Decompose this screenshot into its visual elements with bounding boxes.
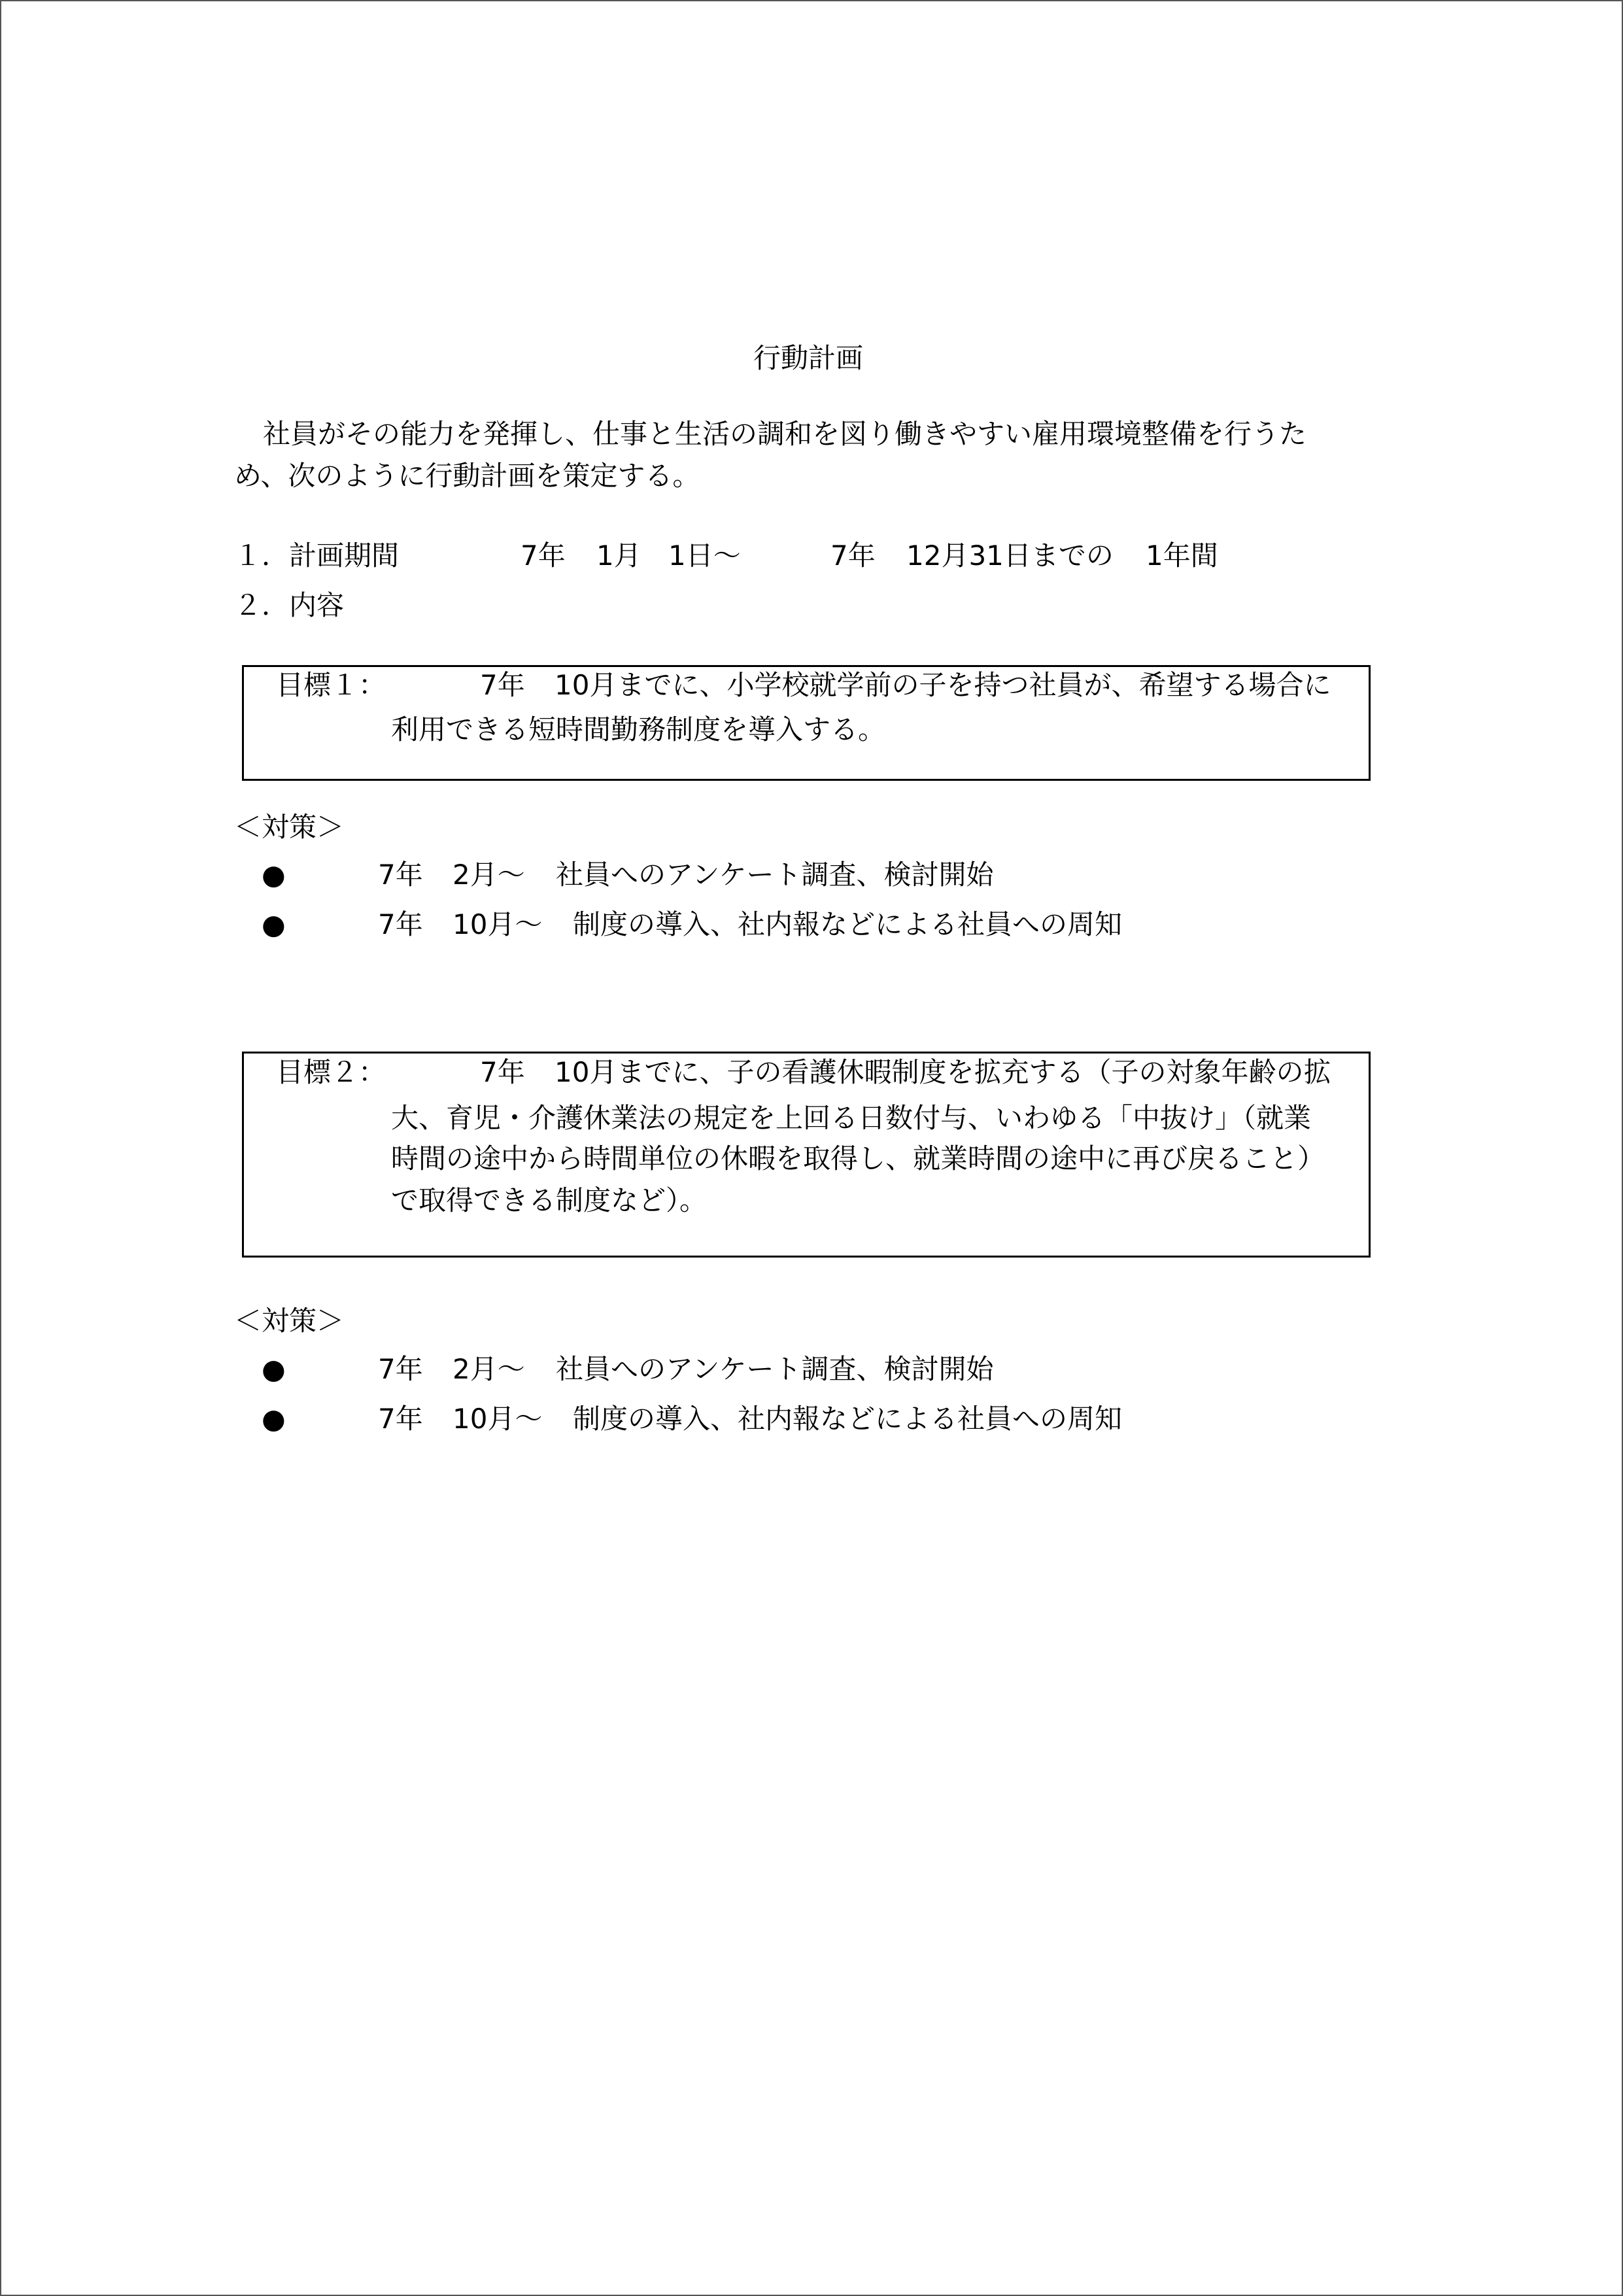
measures-2-item-1-year: 7年	[378, 1353, 423, 1385]
measures-1-item-1-text: 社員へのアンケート調査、検討開始	[556, 859, 994, 891]
goal-1-line-2: 利用できる短時間勤務制度を導入する。	[391, 713, 886, 745]
measures-2-item-1-text: 社員へのアンケート調査、検討開始	[556, 1353, 994, 1385]
goal-2-label: 目標２：	[276, 1056, 386, 1088]
period-end-year: 7年	[830, 540, 876, 572]
goal-2-line-1: 10月までに、子の看護休暇制度を拡充する（子の対象年齢の拡	[555, 1056, 1331, 1088]
intro-line-1: 社員がその能力を発揮し、仕事と生活の調和を図り働きやすい雇用環境整備を行うた	[263, 418, 1307, 450]
period-start-year: 7年	[521, 540, 566, 572]
plan-period-label: １．計画期間	[234, 540, 400, 572]
measures-2-label: ＜対策＞	[234, 1305, 345, 1337]
measures-1-item-2-text: 制度の導入、社内報などによる社員への周知	[573, 908, 1123, 940]
measures-2-item-1-bullet: ●	[262, 1353, 286, 1385]
period-end-month-day: 12月31日までの	[906, 540, 1114, 572]
goal-2-line-4: で取得できる制度など）。	[391, 1184, 708, 1216]
measures-1-item-2-bullet: ●	[262, 908, 286, 940]
document-title: 行動計画	[753, 342, 864, 374]
intro-line-2: め、次のように行動計画を策定する。	[234, 460, 700, 492]
measures-2-item-1-month: 2月～	[453, 1353, 525, 1385]
measures-1-item-1-month: 2月～	[453, 859, 525, 891]
goal-2-line-2: 大、育児・介護休業法の規定を上回る日数付与、いわゆる「中抜け」（就業	[391, 1102, 1312, 1134]
goal-1-label: 目標１：	[276, 669, 386, 701]
content-label: ２．内容	[234, 589, 345, 621]
period-length: 1年間	[1146, 540, 1218, 572]
period-start-day: 1日～	[668, 540, 741, 572]
measures-1-item-2-month: 10月～	[453, 908, 543, 940]
measures-2-item-2-month: 10月～	[453, 1403, 543, 1435]
measures-2-item-2-year: 7年	[378, 1403, 423, 1435]
measures-1-label: ＜対策＞	[234, 811, 345, 843]
measures-1-item-2-year: 7年	[378, 908, 423, 940]
goal-2-line-3: 時間の途中から時間単位の休暇を取得し、就業時間の途中に再び戻ること）	[391, 1142, 1325, 1174]
period-start-month: 1月	[596, 540, 641, 572]
goal-2-year: 7年	[480, 1056, 525, 1088]
measures-2-item-2-text: 制度の導入、社内報などによる社員への周知	[573, 1403, 1123, 1435]
measures-1-item-1-bullet: ●	[262, 859, 286, 891]
measures-2-item-2-bullet: ●	[262, 1403, 286, 1435]
goal-1-year: 7年	[480, 669, 525, 701]
goal-1-line-1: 10月までに、小学校就学前の子を持つ社員が、希望する場合に	[555, 669, 1331, 701]
measures-1-item-1-year: 7年	[378, 859, 423, 891]
